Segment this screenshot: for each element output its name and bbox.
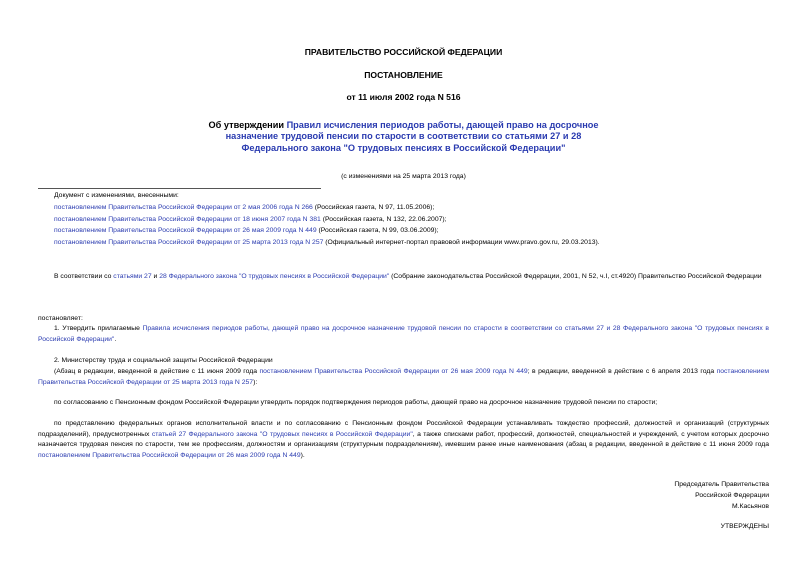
approval-order-paragraph: по согласованию с Пенсионным фондом Российской Федерации утвердить порядок подтверждения периодов работы, дающей право на досрочное назначение трудовой пенсии по старости; [54,399,658,406]
signatory-name: М.Касьянов [731,502,769,510]
signatory-country: Российской Федерации [695,491,769,499]
amendment-link-2006[interactable]: постановлением Правительства Российской Федерации от 2 мая 2006 года N 266 [54,203,313,211]
amendment-source: (Российская газета, N 99, 03.06.2009); [316,227,439,235]
text-fragment: по представлению федеральных органов исполнительной власти и по согласованию с Пенсионным фондом Российской Федерации устанавливать тождество профессий, должностей и организаций (структурных подразделений), предусмотренных [38,420,769,438]
identity-establishment-paragraph [38,419,769,461]
list-item [54,202,774,214]
resolves-paragraph: постановляет: [38,315,83,322]
amendment-link-2009[interactable]: постановлением Правительства Российской Федерации от 26 мая 2009 года N 449 [54,227,317,235]
changes-intro: Документ с изменениями, внесенными: [54,192,179,199]
list-item [54,214,774,226]
amendment-2009-link[interactable]: постановлением Правительства Российской Федерации от 26 мая 2009 года N 449 [38,451,301,459]
amendment-source: (Российская газета, N 132, 22.06.2007); [320,215,447,223]
text-fragment: 1. Утвердить прилагаемые [54,325,143,332]
amendment-link-2013[interactable]: постановлением Правительства Российской Федерации от 25 марта 2013 года N 257 [54,239,324,247]
revision-note: (с изменениями на 25 марта 2013 года) [341,173,466,180]
article-27-law-link[interactable]: статьей 27 Федерального закона "О трудовых пенсиях в Российской Федерации" [151,430,413,438]
approved-label: УТВЕРЖДЕНЫ [720,523,769,530]
item-2-paragraph: 2. Министерству труда и социальной защиты Российской Федерации [54,357,273,364]
document-date-number: от 11 июля 2002 года N 516 [346,92,461,102]
text-fragment: (Собрание законодательства Российской Федерации, 2001, N 52, ч.I, ст.4920) Правительство Российской Федерации [389,273,762,280]
title-prefix: Об утверждении [208,120,287,130]
amendment-2013-link[interactable]: постановлением Правительства Российской Федерации от 25 марта 2013 года N 257 [38,368,769,386]
text-fragment: , а также списками работ, профессий, должностей, специальностей и учреждений, с учетом которых досрочно назначается трудовая пенсия по старости, тем же профессиям, должностям и организациям (структурным подразделениям), имевшим ранее иные наименования (абзац в редакции, введенной в действие с 11 июня 2009 года [38,430,769,449]
list-item [54,237,774,249]
edition-note-paragraph [38,367,769,388]
changes-list [54,190,774,249]
federal-law-link[interactable]: 28 Федерального закона "О трудовых пенсиях в Российской Федерации" [159,273,390,280]
divider-line [38,188,321,189]
text-fragment: (Абзац в редакции, введенной в действие с 11 июня 2009 года [54,368,260,375]
amendment-source: (Официальный интернет-портал правовой информации www.pravo.gov.ru, 29.03.2013). [323,239,600,247]
amendment-source: (Российская газета, N 97, 11.05.2006); [312,203,435,211]
article-27-link[interactable]: статьями 27 [113,273,152,280]
signature-block [674,480,769,512]
list-item [54,225,774,237]
item-1-paragraph [38,324,769,345]
text-fragment: ). [300,451,305,459]
text-fragment: . [114,335,117,343]
rules-link[interactable]: Правила исчисления периодов работы, дающей право на досрочное назначение трудовой пенсии по старости в соответствии со статьями 27 и 28 Федерального закона "О трудовых пенсиях в Российской Федерации" [38,325,770,343]
document-type-heading: ПОСТАНОВЛЕНИЕ [364,70,443,80]
text-fragment: В соответствии со [54,273,114,280]
government-heading: ПРАВИТЕЛЬСТВО РОССИЙСКОЙ ФЕДЕРАЦИИ [304,47,503,57]
text-fragment: ): [253,378,258,386]
text-fragment: и [151,273,160,280]
rules-title-link[interactable]: Правил исчисления периодов работы, дающей право на досрочное назначение трудовой пенсии по старости в соответствии со статьями 27 и 28 Федерального закона "О трудовых пенсиях в Российской Федерации" [225,120,599,153]
preamble-paragraph [38,272,769,283]
amendment-link-2007[interactable]: постановлением Правительства Российской Федерации от 18 июня 2007 года N 381 [54,215,321,223]
text-fragment: ; в редакции, введенной в действие с 6 апреля 2013 года [527,368,717,375]
document-title [200,120,607,154]
amendment-2009-link[interactable]: постановлением Правительства Российской Федерации от 26 мая 2009 года N 449 [259,368,528,375]
signatory-title: Председатель Правительства [674,481,769,488]
